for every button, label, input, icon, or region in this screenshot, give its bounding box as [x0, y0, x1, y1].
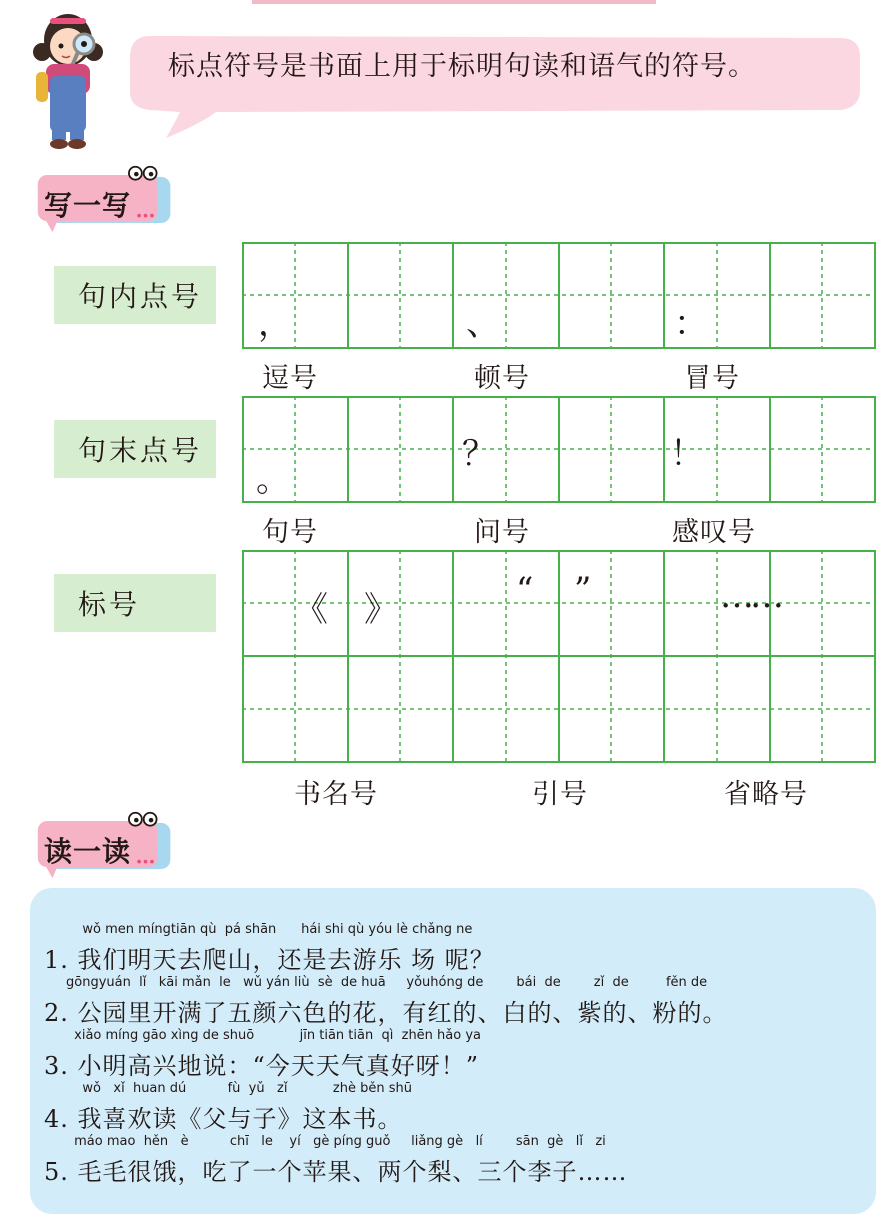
period-mark: 。 — [256, 460, 290, 500]
sentence-2: 2. 公园里开满了五颜六色的花，有红的、白的、紫的、粉的。 — [44, 999, 728, 1027]
pinyin-line-4: wǒ xǐ huan dú fù yǔ zǐ zhè běn shū — [70, 1081, 412, 1096]
label-ellipsis: 省略号 — [724, 779, 808, 810]
label-quotation-marks: 引号 — [532, 779, 588, 810]
label-exclamation-mark: 感叹号 — [672, 517, 756, 548]
pinyin-line-2: gōngyuán lǐ kāi mǎn le wǔ yán liù sè de huā yǒuhóng de bái de zǐ de fěn de — [66, 975, 708, 990]
label-book-title-marks: 书名号 — [294, 779, 378, 810]
colon-mark: ： — [674, 304, 708, 344]
writing-grid-row-2 — [242, 396, 876, 504]
pinyin-line-1: wǒ men míngtiān qù pá shān hái shi qù yóu lè chǎng ne — [70, 922, 473, 937]
label-colon: 冒号 — [684, 363, 740, 394]
label-question-mark: 问号 — [474, 517, 530, 548]
label-enumeration-comma: 顿号 — [474, 363, 530, 394]
read-section-title: 读一读 — [44, 835, 132, 868]
write-section-title: 写一写 — [44, 189, 132, 222]
sentence-1: 1. 我们明天去爬山，还是去游乐 场 呢？ — [44, 946, 495, 974]
sentence-4: 4. 我喜欢读《父与子》这本书。 — [44, 1105, 403, 1133]
category-inner-punctuation: 句内点号 — [54, 266, 216, 324]
quote-close-mark: ” — [574, 570, 592, 610]
girl-magnifier-illustration — [28, 4, 110, 150]
question-mark: ？ — [462, 434, 496, 474]
sentence-5: 5. 毛毛很饿，吃了一个苹果、两个梨、三个李子…… — [44, 1158, 628, 1186]
top-decor-strip — [252, 0, 656, 4]
pinyin-line-5: máo mao hěn è chī le yí gè píng guǒ liǎng gè lí sān gè lǐ zi — [70, 1134, 606, 1149]
sentence-3: 3. 小明高兴地说：“今天天气真好呀！” — [44, 1052, 480, 1080]
intro-text: 标点符号是书面上用于标明句读和语气的符号。 — [168, 51, 756, 82]
enumeration-comma-mark: 、 — [466, 304, 500, 344]
pinyin-line-3: xiǎo míng gāo xìng de shuō jīn tiān tiān qì zhēn hǎo ya — [70, 1028, 481, 1043]
label-period: 句号 — [262, 517, 318, 548]
exclamation-mark: ！ — [670, 434, 704, 474]
quote-open-mark: “ — [516, 570, 534, 610]
ellipsis-mark: …… — [720, 576, 780, 616]
writing-grid-row-1 — [242, 242, 876, 350]
book-title-open-mark: 《 — [294, 590, 328, 630]
writing-grid-row-3 — [242, 550, 876, 764]
comma-mark: ， — [258, 304, 292, 344]
book-title-close-mark: 》 — [364, 590, 398, 630]
category-end-punctuation: 句末点号 — [54, 420, 216, 478]
category-marks: 标号 — [54, 574, 216, 632]
label-comma: 逗号 — [262, 363, 318, 394]
